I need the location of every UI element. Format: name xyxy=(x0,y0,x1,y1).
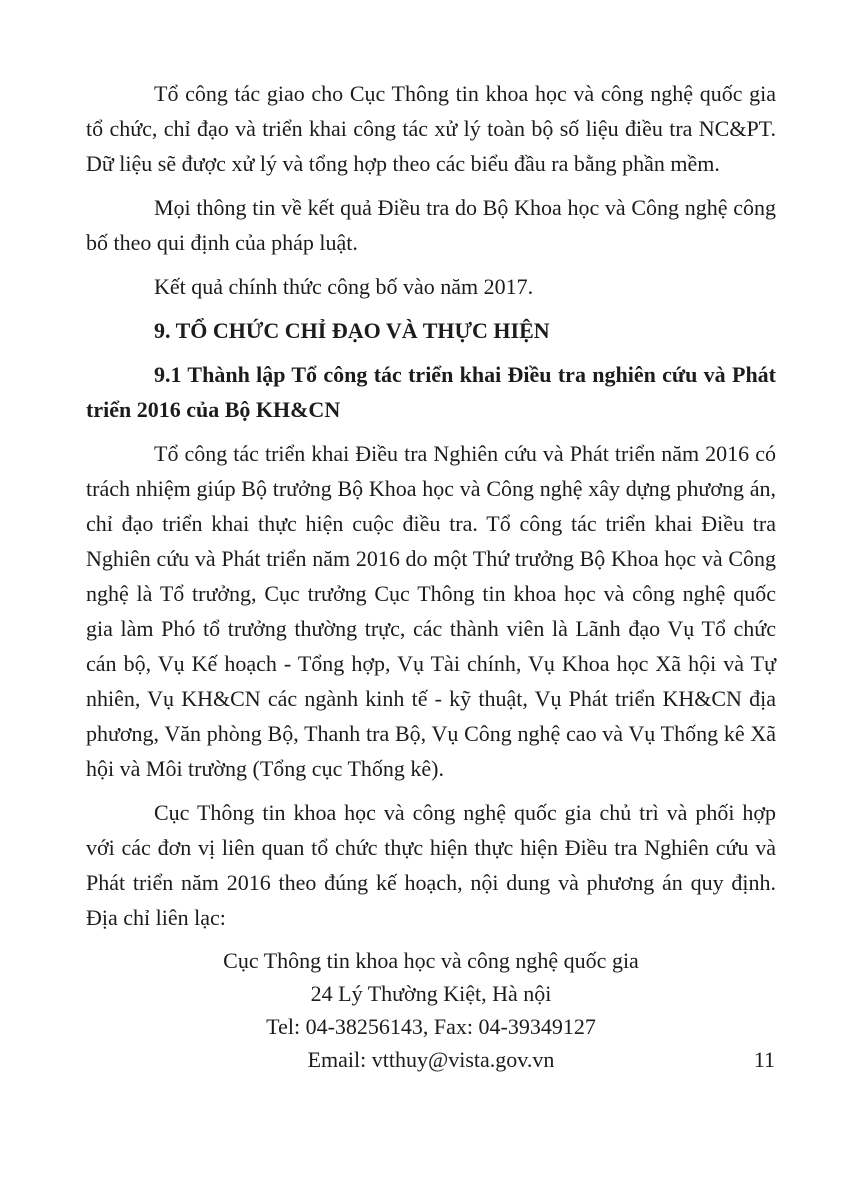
contact-email: Email: vtthuy@vista.gov.vn xyxy=(307,1047,555,1072)
paragraph-results-publication: Mọi thông tin về kết quả Điều tra do Bộ Khoa học và Công nghệ công bố theo qui định của pháp luật. xyxy=(86,195,776,255)
section-heading-9-1: 9.1 Thành lập Tổ công tác triển khai Điều tra nghiên cứu và Phát triển 2016 của Bộ KH&CN xyxy=(86,362,776,422)
contact-organization-name: Cục Thông tin khoa học và công nghệ quốc gia xyxy=(223,948,639,973)
paragraph-data-processing: Tổ công tác giao cho Cục Thông tin khoa học và công nghệ quốc gia tổ chức, chỉ đạo và triển khai công tác xử lý toàn bộ số liệu điều tra NC&PT. Dữ liệu sẽ được xử lý và tổng hợp theo các biểu đầu ra bằng phần mềm. xyxy=(86,81,776,176)
paragraph-task-force-composition: Tổ công tác triển khai Điều tra Nghiên cứu và Phát triển năm 2016 có trách nhiệm giúp Bộ trưởng Bộ Khoa học và Công nghệ xây dựng phương án, chỉ đạo triển khai thực hiện cuộc điều tra. Tổ công tác triển khai Điều tra Nghiên cứu và Phát triển năm 2016 do một Thứ trưởng Bộ Khoa học và Công nghệ là Tổ trưởng, Cục trưởng Cục Thông tin khoa học và công nghệ quốc gia làm Phó tổ trưởng thường trực, các thành viên là Lãnh đạo Vụ Tổ chức cán bộ, Vụ Kế hoạch - Tổng hợp, Vụ Tài chính, Vụ Khoa học Xã hội và Tự nhiên, Vụ KH&CN các ngành kinh tế - kỹ thuật, Vụ Phát triển KH&CN địa phương, Văn phòng Bộ, Thanh tra Bộ, Vụ Công nghệ cao và Vụ Thống kê Xã hội và Môi trường (Tổng cục Thống kê). xyxy=(86,441,776,781)
page-number: 11 xyxy=(753,1047,775,1072)
contact-address: 24 Lý Thường Kiệt, Hà nội xyxy=(310,981,552,1006)
contact-phone-fax: Tel: 04-38256143, Fax: 04-39349127 xyxy=(266,1014,596,1039)
contact-block xyxy=(86,944,776,1076)
paragraph-coordination-contact-intro: Cục Thông tin khoa học và công nghệ quốc gia chủ trì và phối hợp với các đơn vị liên quan tổ chức thực hiện thực hiện Điều tra Nghiên cứu và Phát triển năm 2016 theo đúng kế hoạch, nội dung và phương án quy định. Địa chỉ liên lạc: xyxy=(86,800,776,930)
document-body xyxy=(86,76,776,1076)
section-heading-9: 9. TỔ CHỨC CHỈ ĐẠO VÀ THỰC HIỆN xyxy=(154,318,550,343)
paragraph-official-results-2017: Kết quả chính thức công bố vào năm 2017. xyxy=(154,274,534,299)
